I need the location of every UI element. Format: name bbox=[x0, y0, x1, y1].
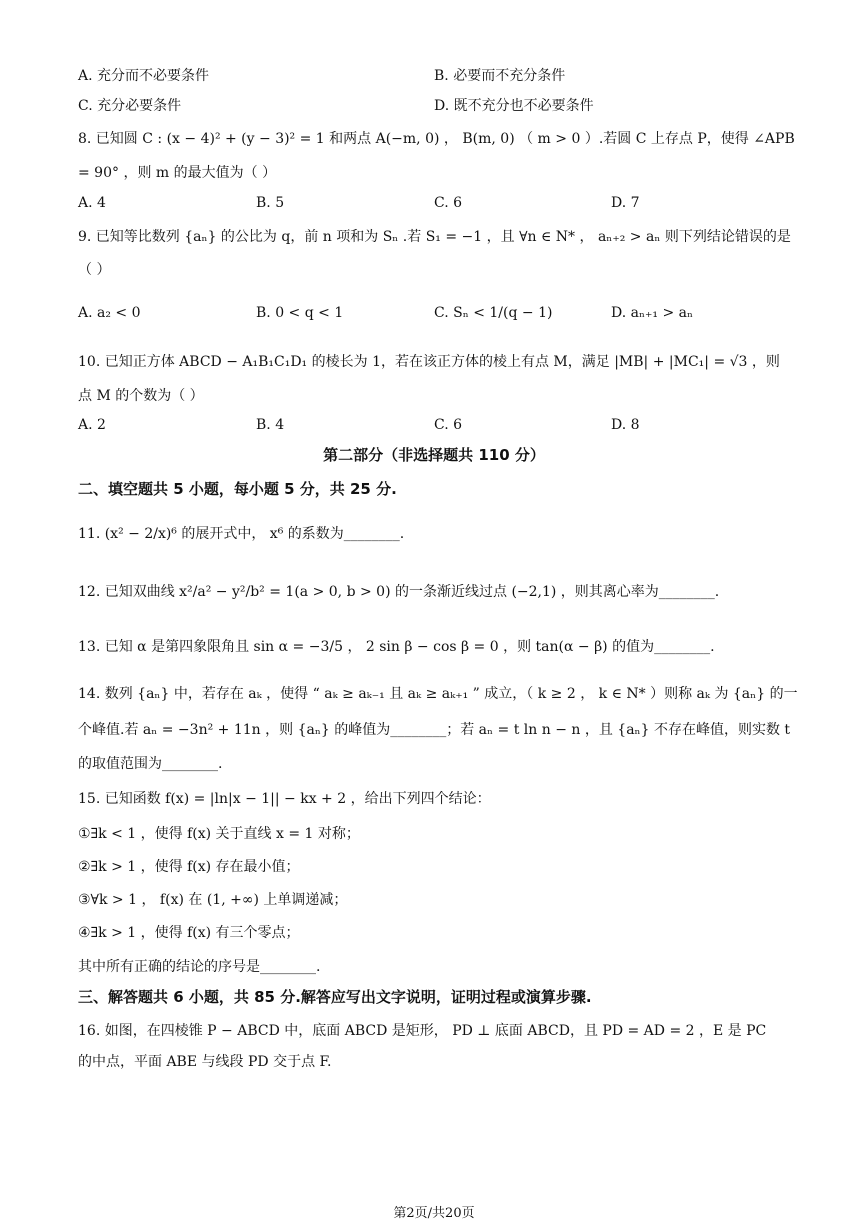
section3-title: 三、解答题共 6 小题，共 85 分.解答应写出文字说明，证明过程或演算步骤. bbox=[78, 988, 592, 1006]
q7-option-c: C. 充分必要条件 bbox=[78, 98, 182, 114]
q15-stem-line1: 15. 已知函数 f(x) = |ln|x − 1|| − kx + 2 ，给出下列四个结论： bbox=[78, 791, 491, 807]
q7-option-a: A. 充分而不必要条件 bbox=[78, 68, 210, 84]
part2-title: 第二部分（非选择题共 110 分） bbox=[323, 446, 545, 464]
page-footer: 第2页/共20页 bbox=[393, 1206, 475, 1221]
q8-option-a: A. 4 bbox=[78, 195, 106, 211]
q14-stem-line3: 的取值范围为________. bbox=[78, 756, 223, 772]
q16-stem-line1: 16. 如图，在四棱锥 P − ABCD 中，底面 ABCD 是矩形， PD ⊥ 底面 ABCD，且 PD = AD = 2 ，E 是 PC bbox=[78, 1023, 767, 1039]
q7-option-d: D. 既不充分也不必要条件 bbox=[434, 98, 594, 114]
q9-option-b: B. 0 < q < 1 bbox=[256, 305, 344, 321]
q8-option-b: B. 5 bbox=[256, 195, 285, 211]
q10-option-b: B. 4 bbox=[256, 417, 285, 433]
q9-option-a: A. a₂ < 0 bbox=[78, 305, 141, 321]
q12-stem: 12. 已知双曲线 x²/a² − y²/b² = 1(a > 0, b > 0) 的一条渐近线过点 (−2,1) ，则其离心率为________. bbox=[78, 584, 720, 600]
q10-option-a: A. 2 bbox=[78, 417, 106, 433]
q9-stem-line1: 9. 已知等比数列 {aₙ} 的公比为 q，前 n 项和为 Sₙ .若 S₁ = −1 ，且 ∀n ∈ N* ， aₙ₊₂ > aₙ 则下列结论错误的是 bbox=[78, 229, 791, 245]
q11-stem: 11. (x² − 2/x)⁶ 的展开式中， x⁶ 的系数为________. bbox=[78, 526, 405, 542]
q9-option-d: D. aₙ₊₁ > aₙ bbox=[611, 305, 694, 321]
q7-option-b: B. 必要而不充分条件 bbox=[434, 68, 566, 84]
q10-stem-line2: 点 M 的个数为（ ） bbox=[78, 388, 204, 404]
q14-stem-line1: 14. 数列 {aₙ} 中，若存在 aₖ ，使得 “ aₖ ≥ aₖ₋₁ 且 aₖ ≥ aₖ₊₁ ” 成立，（ k ≥ 2 ， k ∈ N* ）则称 aₖ 为 {aₙ} 的一 bbox=[78, 686, 798, 702]
q13-stem: 13. 已知 α 是第四象限角且 sin α = −3/5 ， 2 sin β − cos β = 0 ，则 tan(α − β) 的值为________. bbox=[78, 639, 715, 655]
section2-title: 二、填空题共 5 小题，每小题 5 分，共 25 分. bbox=[78, 480, 397, 498]
q10-stem-line1: 10. 已知正方体 ABCD − A₁B₁C₁D₁ 的棱长为 1，若在该正方体的棱上有点 M，满足 |MB| + |MC₁| = √3 ，则 bbox=[78, 354, 780, 370]
q10-option-d: D. 8 bbox=[611, 417, 640, 433]
q9-stem-line2: （ ） bbox=[78, 262, 111, 278]
q9-option-c: C. Sₙ < 1/(q − 1) bbox=[434, 305, 553, 321]
q15-conclusion: 其中所有正确的结论的序号是________. bbox=[78, 959, 321, 975]
q15-item-4: ④∃k > 1 ，使得 f(x) 有三个零点； bbox=[78, 925, 300, 941]
q10-option-c: C. 6 bbox=[434, 417, 463, 433]
q8-stem-line1: 8. 已知圆 C : (x − 4)² + (y − 3)² = 1 和两点 A(−m, 0) ， B(m, 0) （ m > 0 ）.若圆 C 上存点 P，使得 ∠APB bbox=[78, 131, 795, 147]
q16-stem-line2: 的中点，平面 ABE 与线段 PD 交于点 F. bbox=[78, 1054, 332, 1070]
q15-item-2: ②∃k > 1 ，使得 f(x) 存在最小值； bbox=[78, 859, 300, 875]
q8-option-d: D. 7 bbox=[611, 195, 640, 211]
q15-item-3: ③∀k > 1 ， f(x) 在 (1, +∞) 上单调递减； bbox=[78, 892, 348, 908]
q8-stem-line2: = 90° ，则 m 的最大值为（ ） bbox=[78, 165, 277, 181]
q15-item-1: ①∃k < 1 ，使得 f(x) 关于直线 x = 1 对称； bbox=[78, 826, 360, 842]
q8-option-c: C. 6 bbox=[434, 195, 463, 211]
q14-stem-line2: 个峰值.若 aₙ = −3n² + 11n ，则 {aₙ} 的峰值为________；若 aₙ = t ln n − n ，且 {aₙ} 不存在峰值，则实数 t bbox=[78, 722, 791, 738]
